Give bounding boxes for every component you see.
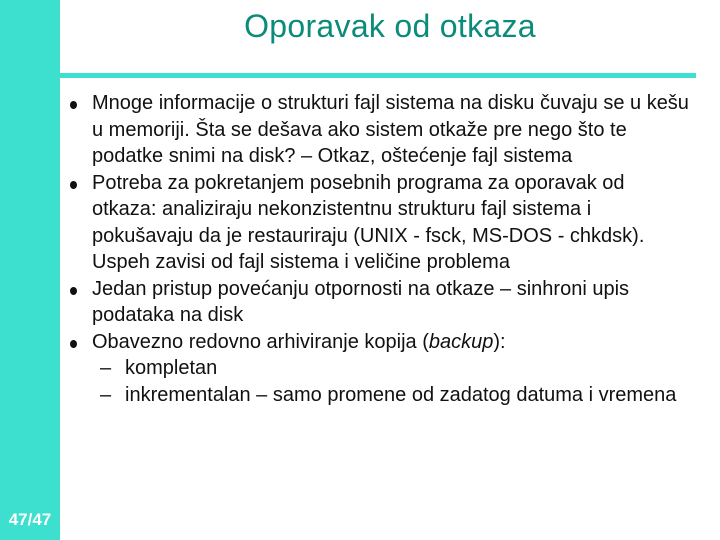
bullet-dot-icon — [70, 287, 77, 295]
bullet-text: Mnoge informacije o strukturi fajl sistema na disku čuvaju se u kešu u memoriji. Šta se dešava ako sistem otkaže pre nego što te podatke snimi na disk? – Otkaz, oštećenje fajl sistema — [92, 92, 689, 167]
sub-bullet-item — [70, 355, 692, 382]
bullet-text-italic: backup — [428, 330, 494, 353]
bullet-dot-icon — [70, 181, 77, 189]
left-accent-bar — [0, 0, 60, 540]
bullet-text-after: ): — [493, 330, 506, 353]
sub-bullet-item — [70, 382, 692, 409]
bullet-dot-icon — [70, 340, 77, 348]
bullet-item — [70, 170, 692, 276]
bullet-text: Potreba za pokretanjem posebnih programa za oporavak od otkaza: analiziraju nekonzistentnu strukturu fajl sistema i pokušavaju da je restauriraju (UNIX - fsck, MS-DOS - chkdsk). Uspeh zavisi od fajl sistema i veličine problema — [92, 171, 645, 273]
page-number: 47/47 — [8, 510, 52, 529]
sub-bullet-text: kompletan — [125, 357, 218, 379]
bullet-text-before: Obavezno redovno arhiviranje kopija ( — [92, 330, 429, 353]
sub-bullet-text: inkrementalan – samo promene od zadatog datuma i vremena — [125, 383, 677, 406]
slide-title: Oporavak od otkaza — [244, 8, 536, 44]
bullet-item — [70, 329, 692, 356]
bullet-text: Jedan pristup povećanju otpornosti na otkaze – sinhroni upis podataka na disk — [92, 277, 630, 326]
title-divider — [60, 73, 696, 78]
sub-bullet-dash: – — [100, 383, 112, 406]
bullet-item — [70, 90, 692, 170]
slide-content — [70, 90, 692, 408]
bullet-item — [70, 276, 692, 329]
sub-bullet-dash: – — [100, 357, 112, 379]
bullet-dot-icon — [70, 101, 77, 109]
